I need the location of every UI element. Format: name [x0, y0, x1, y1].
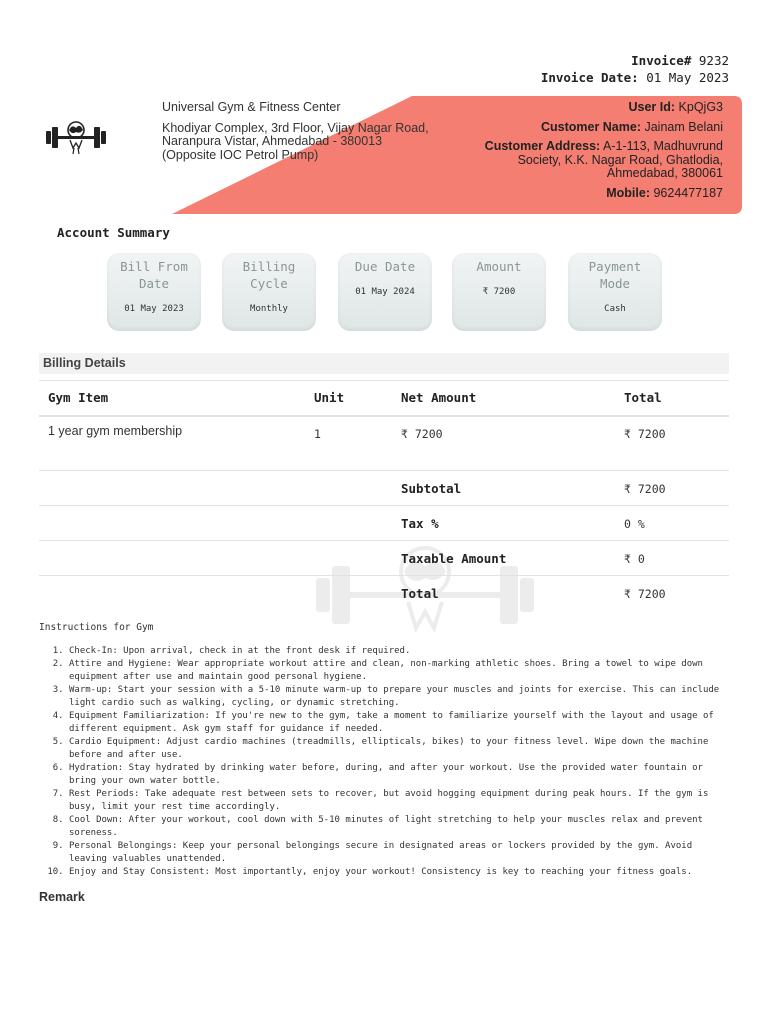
- summary-card-label-line1: Bill From: [120, 259, 188, 274]
- invoice-date: 01 May 2023: [646, 70, 729, 85]
- invoice-number-row: [541, 52, 729, 69]
- instruction-item: 3. Warm-up: Start your session with a 5-10 minute warm-up to prepare your muscles and joints for exercise. This can include light cardio such as walking, cycling, or dynamic stretching.: [69, 684, 729, 710]
- billing-details-title: Billing Details: [39, 353, 729, 374]
- gym-info: [162, 101, 429, 162]
- mobile-number: 9624477187: [653, 185, 723, 200]
- col-header-unit: Unit: [314, 390, 345, 405]
- table-divider: [39, 505, 729, 506]
- col-header-gym-item: Gym Item: [48, 390, 109, 405]
- customer-address-row1: [393, 140, 723, 154]
- customer-info: [393, 101, 723, 206]
- customer-address-label: Customer Address:: [484, 139, 601, 153]
- summary-card-label-line2: Date: [138, 276, 170, 291]
- summary-card-value: ₹ 7200: [482, 287, 516, 297]
- customer-address-line3: Ahmedabad, 380061: [606, 166, 723, 180]
- gym-address-line2: Naranpura Vistar, Ahmedabad - 380013: [162, 134, 383, 148]
- summary-card-label-line1: Amount: [476, 259, 522, 274]
- user-id-row: [393, 101, 723, 115]
- invoice-date-row: [541, 69, 729, 86]
- customer-address-block: [393, 140, 723, 181]
- taxable-amount-value: ₹ 0: [624, 552, 645, 566]
- summary-card-due-date: [338, 253, 432, 331]
- instruction-item: 8. Cool Down: After your workout, cool down with 5-10 minutes of light stretching to help your muscles relax and prevent soreness.: [69, 814, 729, 840]
- instructions-list: [39, 645, 729, 879]
- table-divider: [39, 575, 729, 576]
- instruction-item: 9. Personal Belongings: Keep your personal belongings secure in designated areas or lockers provided by the gym. Avoid leaving valuables unattended.: [69, 840, 729, 866]
- instruction-item: 4. Equipment Familiarization: If you're new to the gym, take a moment to familiarize yourself with the layout and usage of different equipment. Ask gym staff for guidance if needed.: [69, 710, 729, 736]
- tax-label: Tax %: [401, 516, 439, 531]
- instruction-item: 1. Check-In: Upon arrival, check in at the front desk if required.: [69, 645, 729, 658]
- summary-card-billing-cycle: [222, 253, 316, 331]
- subtotal-label: Subtotal: [401, 481, 462, 496]
- customer-address-line1: A-1-113, Madhuvrund: [603, 139, 723, 153]
- table-divider: [39, 540, 729, 541]
- summary-card-label: [568, 258, 662, 292]
- mobile-label: Mobile:: [606, 185, 650, 200]
- gym-logo-icon: [44, 118, 108, 158]
- summary-card-value: 01 May 2024: [355, 287, 415, 297]
- gym-address-line1: Khodiyar Complex, 3rd Floor, Vijay Nagar Road,: [162, 120, 429, 135]
- instruction-item: 7. Rest Periods: Take adequate rest between sets to recover, but avoid hogging equipment during peak hours. If the gym is busy, limit your rest time accordingly.: [69, 788, 729, 814]
- summary-card-label-line2: Cycle: [250, 276, 288, 291]
- invoice-meta: [541, 52, 729, 86]
- customer-name-row: [393, 121, 723, 135]
- customer-address-line2: Society, K.K. Nagar Road, Ghatlodia,: [517, 152, 723, 167]
- instruction-item: 10. Enjoy and Stay Consistent: Most importantly, enjoy your workout! Consistency is key to reaching your fitness goals.: [69, 866, 729, 879]
- invoice-date-label: Invoice Date:: [540, 70, 639, 85]
- col-header-net-amount: Net Amount: [401, 390, 477, 405]
- row-item: 1 year gym membership: [48, 424, 183, 438]
- summary-card-label-line1: Due Date: [354, 259, 416, 274]
- row-unit: 1: [314, 427, 321, 441]
- instructions-title: Instructions for Gym: [39, 622, 154, 633]
- instruction-item: 2. Attire and Hygiene: Wear appropriate workout attire and clean, non-marking athletic shoes. Bring a towel to wipe down equipment after use and maintain good personal hygiene.: [69, 658, 729, 684]
- user-id: KpQjG3: [678, 100, 723, 114]
- gym-name: Universal Gym & Fitness Center: [162, 100, 341, 114]
- customer-name-label: Customer Name:: [540, 119, 641, 134]
- summary-card-payment-mode: [568, 253, 662, 331]
- table-divider: [39, 415, 729, 417]
- account-summary-title: Account Summary: [57, 225, 170, 240]
- table-divider: [39, 380, 729, 381]
- summary-card-label: [452, 258, 546, 275]
- summary-card-label: [107, 258, 201, 292]
- table-divider: [39, 470, 729, 471]
- summary-card-value: 01 May 2023: [124, 304, 184, 314]
- summary-card-label-line2: Mode: [599, 276, 631, 291]
- summary-card-label-line1: Billing: [242, 259, 296, 274]
- summary-card-label: [222, 258, 316, 292]
- invoice-number-label: Invoice#: [631, 53, 692, 68]
- summary-card-amount: [452, 253, 546, 331]
- summary-card-value: Monthly: [250, 304, 288, 314]
- customer-name: Jainam Belani: [644, 119, 723, 134]
- row-total: ₹ 7200: [624, 427, 666, 441]
- taxable-amount-label: Taxable Amount: [401, 551, 507, 566]
- invoice-number: 9232: [698, 53, 729, 68]
- instruction-item: 6. Hydration: Stay hydrated by drinking water before, during, and after your workout. Use the provided water fountain or bring your own water bottle.: [69, 762, 729, 788]
- row-net-amount: ₹ 7200: [401, 427, 443, 441]
- mobile-row: [393, 187, 723, 201]
- subtotal-value: ₹ 7200: [624, 482, 666, 496]
- total-value: ₹ 7200: [624, 587, 666, 601]
- summary-card-bill-from: [107, 253, 201, 331]
- remark-title: Remark: [39, 890, 85, 904]
- summary-card-label-line1: Payment: [588, 259, 642, 274]
- user-id-label: User Id:: [628, 100, 676, 114]
- col-header-total: Total: [624, 390, 662, 405]
- summary-card-value: Cash: [604, 304, 626, 314]
- gym-address-line3: (Opposite IOC Petrol Pump): [162, 147, 319, 162]
- tax-value: 0 %: [624, 517, 645, 531]
- instruction-item: 5. Cardio Equipment: Adjust cardio machines (treadmills, ellipticals, bikes) to your fitness level. Wipe down the machine before and after use.: [69, 736, 729, 762]
- summary-card-label: [338, 258, 432, 275]
- total-label: Total: [401, 586, 439, 601]
